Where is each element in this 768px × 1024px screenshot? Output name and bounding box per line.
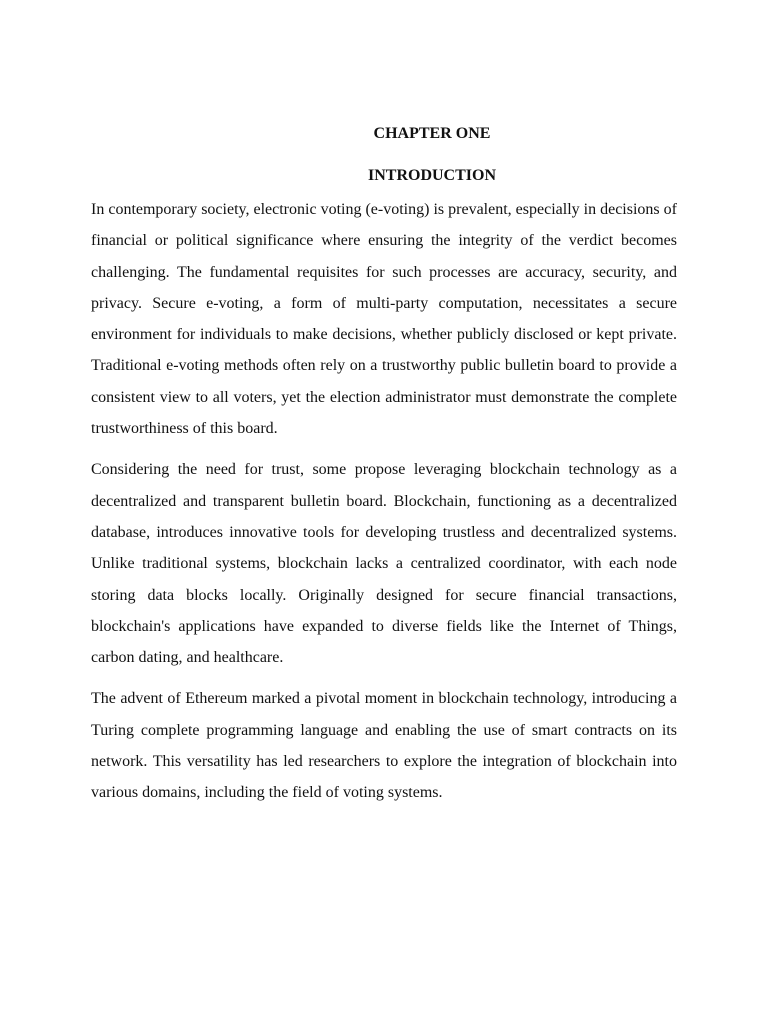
paragraph-3: The advent of Ethereum marked a pivotal moment in blockchain technology, introducing a Turing complete programming language and enabling the use of smart contracts on its network. This versatility has led researchers to explore the integration of blockchain into various domains, including the field of voting systems.	[91, 690, 677, 802]
paragraph-1: In contemporary society, electronic voting (e-voting) is prevalent, especially in decisions of financial or political significance where ensuring the integrity of the verdict becomes challenging. The fundamental requisites for such processes are accuracy, security, and privacy. Secure e-voting, a form of multi-party computation, necessitates a secure environment for individuals to make decisions, whether publicly disclosed or kept private. Traditional e-voting methods often rely on a trustworthy public bulletin board to provide a consistent view to all voters, yet the election administrator must demonstrate the complete trustworthiness of this board.	[91, 201, 677, 438]
document-body	[91, 120, 677, 819]
section-title: INTRODUCTION	[367, 167, 496, 184]
chapter-heading: CHAPTER ONE	[373, 125, 491, 142]
paragraph-2: Considering the need for trust, some propose leveraging blockchain technology as a decentralized and transparent bulletin board. Blockchain, functioning as a decentralized database, introduces innovative tools for developing trustless and decentralized systems. Unlike traditional systems, blockchain lacks a centralized coordinator, with each node storing data blocks locally. Originally designed for secure financial transactions, blockchain's applications have expanded to diverse fields like the Internet of Things, carbon dating, and healthcare.	[91, 461, 677, 667]
